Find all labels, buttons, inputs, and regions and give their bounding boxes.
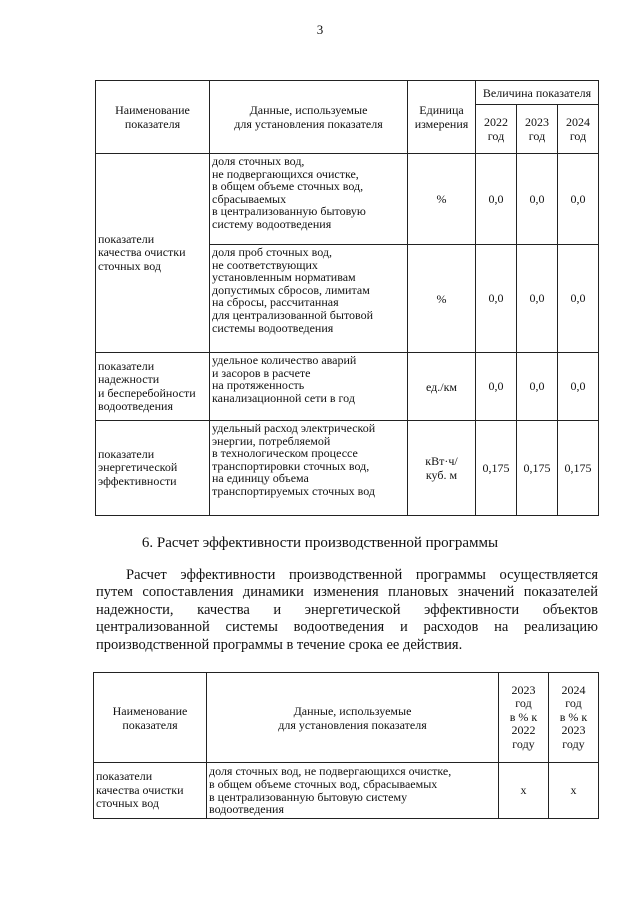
header-value-group: Величина показателя xyxy=(476,81,599,105)
header-year-2022: 2022 год xyxy=(476,105,517,154)
paragraph-line: надежности, качества и энергетической эффективности объектов xyxy=(96,601,598,618)
header-data-used: Данные, используемые для установления показателя xyxy=(210,81,408,154)
value-2024: 0,175 xyxy=(558,421,599,516)
table-row xyxy=(94,763,599,819)
value-2022: 0,0 xyxy=(476,245,517,353)
value-2023-vs-2022: х xyxy=(499,763,549,819)
value-2024: 0,0 xyxy=(558,353,599,421)
header-indicator-name: Наименование показателя xyxy=(94,673,207,763)
value-2023: 0,0 xyxy=(517,353,558,421)
paragraph-line: путем сопоставления динамики изменения плановых значений показателей xyxy=(96,584,598,601)
value-2023: 0,175 xyxy=(517,421,558,516)
header-year-2024: 2024 год xyxy=(558,105,599,154)
header-data-used: Данные, используемые для установления показателя xyxy=(207,673,499,763)
efficiency-table xyxy=(93,672,599,819)
table-row xyxy=(96,154,599,245)
row-unit: кВт·ч/ куб. м xyxy=(408,421,476,516)
value-2022: 0,175 xyxy=(476,421,517,516)
paragraph-line: Расчет эффективности производственной программы осуществляется xyxy=(126,567,598,583)
indicator-quality: показатели качества очистки сточных вод xyxy=(94,763,207,819)
value-2024-vs-2023: х xyxy=(549,763,599,819)
indicator-quality: показатели качества очистки сточных вод xyxy=(96,154,210,353)
row-description: доля сточных вод, не подвергающихся очистке, в общем объеме сточных вод, сбрасываемых в централизованную бытовую систему водоотведения xyxy=(210,154,408,245)
header-2024-vs-2023: 2024 год в % к 2023 году xyxy=(549,673,599,763)
page-number: 3 xyxy=(316,22,324,37)
row-unit: % xyxy=(408,154,476,245)
header-unit: Единица измерения xyxy=(408,81,476,154)
header-indicator-name: Наименование показателя xyxy=(96,81,210,154)
row-description: удельный расход электрической энергии, потребляемой в технологическом процессе транспортировки сточных вод, на единицу объема транспортируемых сточных вод xyxy=(210,421,408,516)
section-heading: 6. Расчет эффективности производственной программы xyxy=(141,535,499,551)
table-row xyxy=(96,421,599,516)
value-2022: 0,0 xyxy=(476,353,517,421)
value-2022: 0,0 xyxy=(476,154,517,245)
row-description: доля сточных вод, не подвергающихся очистке, в общем объеме сточных вод, сбрасываемых в централизованную бытовую систему водоотведения xyxy=(207,763,499,819)
table-row xyxy=(96,353,599,421)
row-description: удельное количество аварий и засоров в расчете на протяженность канализационной сети в год xyxy=(210,353,408,421)
row-unit: ед./км xyxy=(408,353,476,421)
paragraph-line: централизованной системы водоотведения и расходов на реализацию xyxy=(96,619,598,636)
value-2023: 0,0 xyxy=(517,154,558,245)
paragraph xyxy=(96,567,598,654)
value-2023: 0,0 xyxy=(517,245,558,353)
row-description: доля проб сточных вод, не соответствующих установленным нормативам допустимых сбросов, лимитам на сбросы, рассчитанная для централизованной бытовой системы водоотведения xyxy=(210,245,408,353)
value-2024: 0,0 xyxy=(558,154,599,245)
header-year-2023: 2023 год xyxy=(517,105,558,154)
indicator-reliability: показатели надежности и бесперебойности водоотведения xyxy=(96,353,210,421)
value-2024: 0,0 xyxy=(558,245,599,353)
header-2023-vs-2022: 2023 год в % к 2022 году xyxy=(499,673,549,763)
row-unit: % xyxy=(408,245,476,353)
paragraph-line: производственной программы в течение срока ее действия. xyxy=(96,636,463,653)
indicators-table xyxy=(95,80,599,516)
indicator-energy: показатели энергетической эффективности xyxy=(96,421,210,516)
